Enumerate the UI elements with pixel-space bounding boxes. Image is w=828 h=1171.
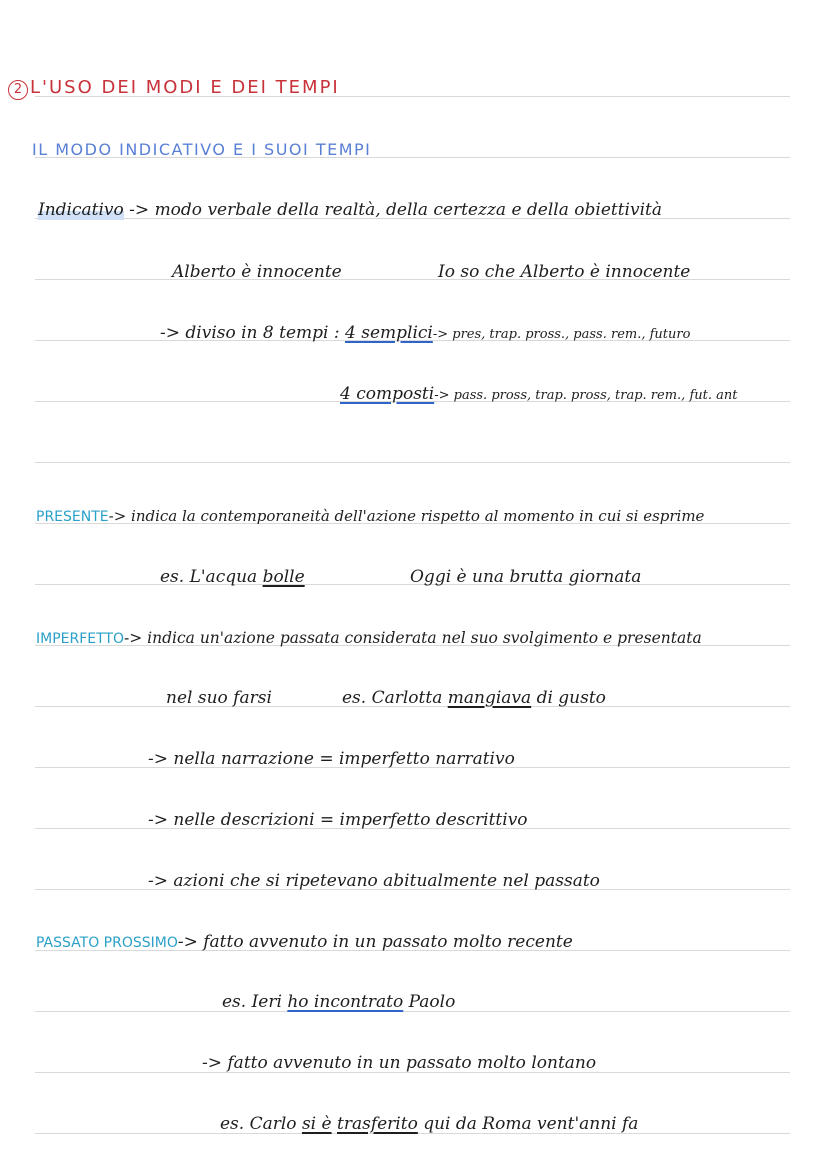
semplici-label: 4 semplici xyxy=(345,323,433,343)
tempi-intro: -> diviso in 8 tempi : xyxy=(160,323,340,343)
presente-line xyxy=(36,506,704,527)
imperfetto-label: IMPERFETTO xyxy=(36,631,124,647)
example-io-so: Io so che Alberto è innocente xyxy=(438,262,691,282)
presente-definition: -> indica la contemporaneità dell'azione rispetto al momento in cui si esprime xyxy=(108,507,705,525)
pp-es1-suffix: Paolo xyxy=(408,992,456,1012)
tempi-semplici-line xyxy=(160,323,690,345)
imperfetto-line xyxy=(36,628,702,649)
pp-es2-verb-1: si è xyxy=(301,1114,332,1134)
pp-es1-prefix: es. Ieri xyxy=(222,992,282,1012)
imperfetto-uso-abituale: -> azioni che si ripetevano abitualmente nel passato xyxy=(148,871,600,891)
passato-prossimo-example-1 xyxy=(222,992,455,1012)
composti-label: 4 composti xyxy=(340,384,435,404)
presente-label: PRESENTE xyxy=(36,509,109,525)
heading-title: L'USO DEI MODI E DEI TEMPI xyxy=(30,77,340,98)
ruled-line xyxy=(35,462,790,463)
subheading: IL MODO INDICATIVO E I SUOI TEMPI xyxy=(32,140,372,159)
presente-examples xyxy=(160,567,305,587)
pp-es2-prefix: es. Carlo xyxy=(220,1114,297,1134)
passato-prossimo-definition-2: -> fatto avvenuto in un passato molto lontano xyxy=(202,1053,597,1073)
passato-prossimo-label: PASSATO PROSSIMO xyxy=(36,935,178,951)
indicativo-definition: modo verbale della realtà, della certezza e della obiettività xyxy=(154,200,662,220)
passato-prossimo-definition: -> fatto avvenuto in un passato molto recente xyxy=(177,932,573,952)
semplici-list: -> pres, trap. pross., pass. rem., futuro xyxy=(432,327,691,342)
imperfetto-es-suffix: di gusto xyxy=(536,688,606,708)
presente-es-verb: bolle xyxy=(262,567,305,587)
indicativo-term: Indicativo xyxy=(38,200,124,220)
pp-es2-verb-2: trasferito xyxy=(337,1114,418,1134)
pp-es2-suffix: qui da Roma vent'anni fa xyxy=(423,1114,639,1134)
imperfetto-line-2: nel suo farsi xyxy=(166,688,272,708)
imperfetto-es-verb: mangiava xyxy=(447,688,532,708)
tempi-composti-line xyxy=(340,384,737,406)
presente-example-2: Oggi è una brutta giornata xyxy=(410,567,642,587)
imperfetto-uso-descrittivo: -> nelle descrizioni = imperfetto descrittivo xyxy=(148,810,528,830)
composti-list: -> pass. pross, trap. pross, trap. rem., fut. ant xyxy=(434,388,738,403)
imperfetto-definition: -> indica un'azione passata considerata nel suo svolgimento e presentata xyxy=(124,629,702,647)
indicativo-arrow: -> xyxy=(129,200,150,220)
passato-prossimo-line xyxy=(36,932,573,953)
presente-es-prefix: es. L'acqua xyxy=(160,567,258,587)
page-heading xyxy=(8,78,340,100)
indicativo-line xyxy=(38,200,662,220)
imperfetto-es-prefix: es. Carlotta xyxy=(342,688,443,708)
passato-prossimo-example-2 xyxy=(220,1114,638,1134)
example-alberto: Alberto è innocente xyxy=(172,262,342,282)
imperfetto-uso-narrativo: -> nella narrazione = imperfetto narrativo xyxy=(148,749,515,769)
section-number: 2 xyxy=(8,80,28,100)
pp-es1-verb: ho incontrato xyxy=(287,992,404,1012)
imperfetto-example xyxy=(342,688,606,708)
